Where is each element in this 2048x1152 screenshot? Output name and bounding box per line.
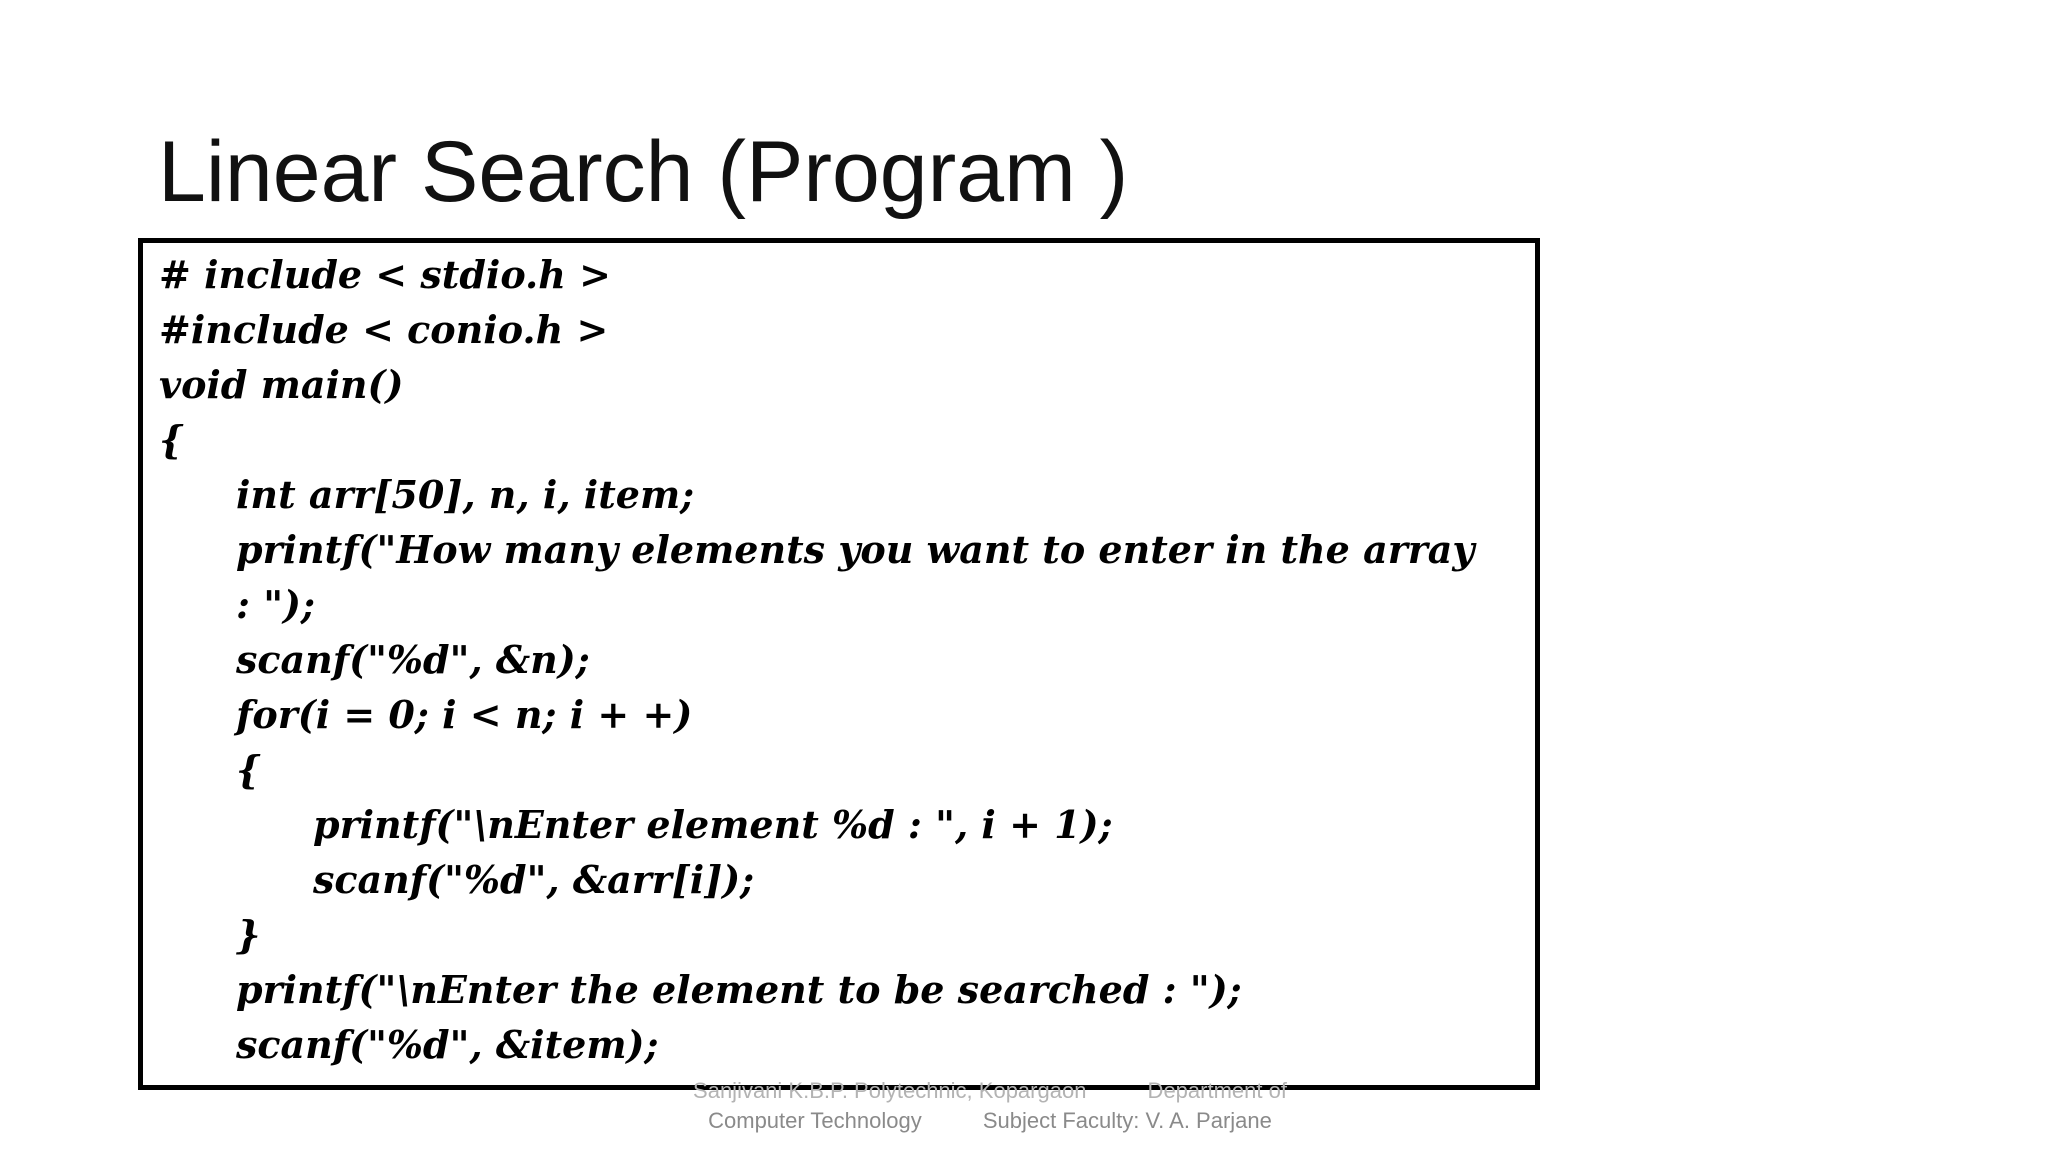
code-line-include-stdio: # include < stdio.h > [159,252,611,297]
footer-faculty: Computer Technology Subject Faculty: V. A. Parjane [708,1108,1272,1133]
code-line-scanf-arr: scanf("%d", &arr[i]); [313,857,755,902]
slide-title: Linear Search (Program ) [158,124,1129,220]
code-line-include-conio: #include < conio.h > [159,307,609,352]
code-line-printf-search: printf("\nEnter the element to be searched : "); [236,967,1242,1012]
code-line-open-brace: { [159,417,184,462]
footer-institution: Sanjivani K.B.P. Polytechnic, Kopargaon Department of [693,1078,1287,1103]
code-line-printf-prompt: printf("How many elements you want to enter in the array [236,527,1475,572]
code-line-declarations: int arr[50], n, i, item; [236,472,695,517]
code-line-scanf-n: scanf("%d", &n); [236,637,590,682]
code-line-printf-prompt-end: : "); [236,582,316,627]
code-line-loop-open-brace: { [236,747,261,792]
code-line-printf-element: printf("\nEnter element %d : ", i + 1); [313,802,1113,847]
code-listing-box [138,238,1540,1090]
code-line-for-loop: for(i = 0; i < n; i + +) [236,692,693,737]
code-line-main-signature: void main() [159,362,404,407]
code-line-loop-close-brace: } [236,912,261,957]
code-line-scanf-item: scanf("%d", &item); [236,1022,659,1067]
